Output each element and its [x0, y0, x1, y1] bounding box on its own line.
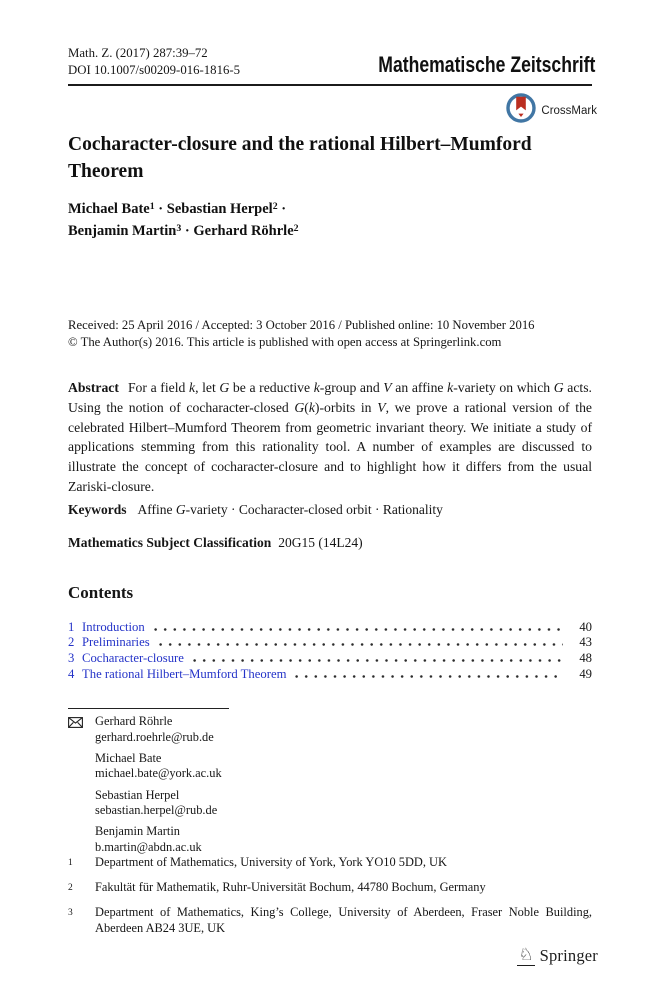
received-line: Received: 25 April 2016 / Accepted: 3 October 2016 / Published online: 10 November 2016: [68, 318, 535, 332]
crossmark-label: CrossMark: [541, 104, 597, 117]
toc-dot-leader: [193, 658, 563, 663]
contact-entry: [68, 788, 592, 819]
keywords-text: Affine G-variety · Cocharacter-closed orbit · Rationality: [137, 502, 443, 517]
toc-entry-page: 48: [579, 651, 592, 666]
abstract: [68, 378, 592, 497]
authors-line-1: Michael Bate$^1$ · Sebastian Herpel$^2$ ·: [68, 201, 287, 217]
affiliation-text: Department of Mathematics, King’s College, University of Aberdeen, Fraser Noble Building, Aberdeen AB24 3UE, UK: [95, 905, 592, 935]
msc: [68, 535, 592, 551]
page-title: [68, 131, 592, 185]
header-rule: [68, 84, 592, 86]
contact-entry: [68, 824, 592, 855]
contact-name: Benjamin Martin: [95, 824, 180, 839]
footnote-rule: [68, 708, 229, 709]
toc-entry-link[interactable]: The rational Hilbert–Mumford Theorem: [82, 666, 287, 681]
abstract-label: Abstract: [68, 380, 119, 395]
toc-dot-leader: [154, 627, 563, 632]
toc-entry-page: 40: [579, 619, 592, 634]
affiliation-marker: 3: [68, 908, 73, 919]
toc-entry-page: 49: [579, 666, 592, 681]
keywords: [68, 502, 592, 518]
contact-email[interactable]: b.martin@abdn.ac.uk: [95, 839, 202, 854]
toc-entry-number[interactable]: 1: [68, 619, 75, 634]
contact-entry: [68, 714, 592, 745]
contact-name: Michael Bate: [95, 750, 162, 765]
springer-logo-text: Springer: [539, 946, 598, 965]
journal-ref: Math. Z. (2017) 287:39–72: [68, 46, 208, 60]
title-line-2: Theorem: [68, 161, 144, 182]
keywords-label: Keywords: [68, 502, 127, 517]
affiliation-entry: [68, 905, 592, 936]
affiliation-text: Department of Mathematics, University of York, York YO10 5DD, UK: [95, 855, 447, 869]
copyright-line: © The Author(s) 2016. This article is published with open access at Springerlink.com: [68, 334, 502, 349]
doi: DOI 10.1007/s00209-016-1816-5: [68, 62, 241, 77]
contact-email[interactable]: gerhard.roehrle@rub.de: [95, 729, 214, 744]
affiliations: [68, 855, 592, 944]
author-contacts: [68, 714, 592, 861]
contents-heading: Contents: [68, 583, 134, 602]
toc-entry-link[interactable]: Preliminaries: [82, 635, 150, 650]
toc-dot-leader: [295, 674, 563, 679]
title-line-1: Cocharacter-closure and the rational Hilbert–Mumford: [68, 134, 532, 155]
toc-dot-leader: [159, 642, 563, 647]
contact-entry: [68, 751, 592, 782]
crossmark-icon: [506, 93, 536, 128]
msc-value: 20G15 (14L24): [278, 535, 363, 550]
contact-name: Gerhard Röhrle: [95, 714, 173, 728]
affiliation-text: Fakultät für Mathematik, Ruhr-Universität Bochum, 44780 Bochum, Germany: [95, 880, 486, 895]
author-list: [68, 199, 592, 242]
affiliation-marker: 2: [68, 883, 73, 894]
toc-entry-page: 43: [579, 635, 592, 650]
springer-horse-icon: ♘: [518, 944, 534, 965]
authors-line-2: Benjamin Martin$^3$ · Gerhard Röhrle$^2$: [68, 222, 299, 239]
msc-label: Mathematics Subject Classification: [68, 535, 272, 550]
toc-entry-number[interactable]: 3: [68, 651, 75, 666]
affiliation-marker: 1: [68, 858, 73, 868]
corresponding-author-icon: [68, 714, 95, 745]
contact-email[interactable]: sebastian.herpel@rub.de: [95, 803, 218, 818]
toc-entry: [68, 650, 592, 666]
toc-entry-link[interactable]: Cocharacter-closure: [82, 651, 184, 666]
journal-name: Mathematische Zeitschrift: [377, 52, 595, 77]
contact-name: Sebastian Herpel: [95, 787, 180, 802]
toc-entry-link[interactable]: Introduction: [82, 619, 145, 634]
toc-entry-number[interactable]: 2: [68, 635, 75, 650]
toc-entry: [68, 666, 592, 682]
toc-entry: [68, 619, 592, 635]
abstract-text: For a field k, let G be a reductive k-group and V an affine k-variety on which G acts. Using the notion of cocharacter-closed G(k)-orbits in V, we prove a rational version of the celebrated Hilbert–Mumford Theorem from geometric invariant theory. We initiate a study of applications stemming from this rationality tool. A number of examples are discussed to illustrate the concept of cocharacter-closure and to highlight how it differs from the usual Zariski-closure.: [68, 380, 592, 494]
toc-entry-number[interactable]: 4: [68, 666, 75, 681]
affiliation-entry: [68, 855, 592, 873]
contact-email[interactable]: michael.bate@york.ac.uk: [95, 766, 222, 781]
springer-logo: [517, 946, 598, 966]
publication-history: [68, 317, 592, 350]
table-of-contents: [68, 619, 592, 682]
journal-citation-block: [68, 45, 240, 78]
affiliation-entry: [68, 880, 592, 898]
crossmark-badge[interactable]: [506, 93, 597, 128]
toc-entry: [68, 635, 592, 651]
